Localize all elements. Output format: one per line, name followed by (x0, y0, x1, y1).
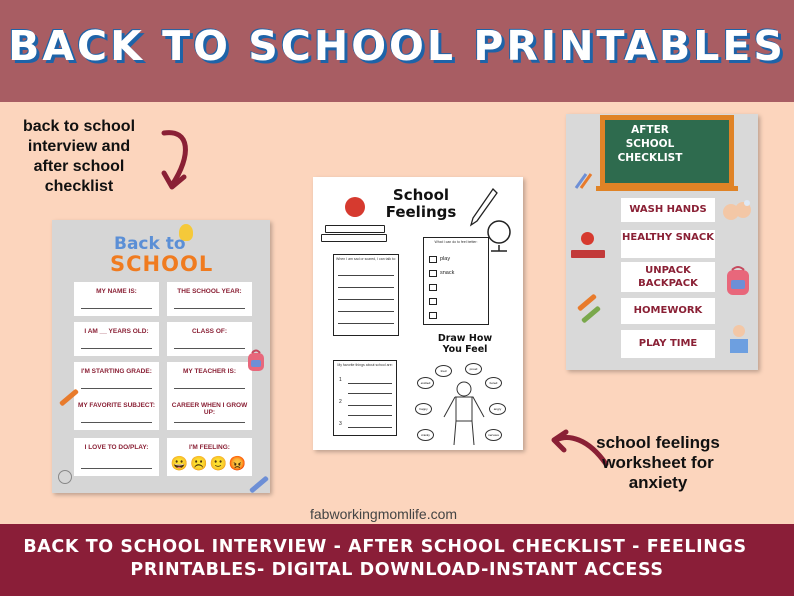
field-label: I'M FEELING: (189, 444, 230, 451)
list-number: 2 (339, 399, 342, 405)
interview-field (74, 396, 159, 430)
checklist-item: snack (440, 270, 455, 276)
field-label: MY NAME IS: (96, 288, 137, 295)
books-icon (571, 250, 605, 258)
backpack-icon (246, 348, 266, 372)
interview-field (167, 322, 252, 356)
person-outline-icon (440, 381, 488, 447)
field-label: MY FAVORITE SUBJECT: (77, 402, 156, 409)
feel-better-box (423, 237, 489, 325)
feelings-title-line2: Feelings (385, 203, 457, 221)
crayon-icon (249, 476, 269, 494)
emotion-bubble: proud (465, 363, 482, 375)
checklist-task: PLAY TIME (621, 330, 715, 358)
field-label: CLASS OF: (191, 328, 228, 335)
field-label: MY TEACHER IS: (183, 368, 236, 375)
interview-field (74, 438, 159, 476)
brand-logo-icon (58, 470, 72, 484)
favorite-things-prompt: My favorite things about school are: (337, 363, 393, 367)
emotion-bubble: tired (435, 365, 452, 377)
interview-field (167, 396, 252, 430)
draw-title-line1: Draw How (437, 333, 493, 344)
checklist-task: HOMEWORK (621, 298, 715, 324)
crayons-icon (574, 172, 594, 190)
chalkboard-title: AFTER SCHOOL CHECKLIST (617, 124, 683, 164)
checkbox-icon (429, 312, 437, 319)
website-link[interactable]: fabworkingmomlife.com (310, 506, 458, 522)
checkbox-icon (429, 284, 437, 291)
field-label: I'M STARTING GRADE: (81, 368, 152, 375)
checklist-item: play (440, 256, 451, 262)
emotion-bubble: angry (489, 403, 506, 415)
curved-arrow-icon (150, 125, 200, 195)
caption-interview: back to school interview and after school checklist (22, 118, 136, 195)
child-playing-icon (726, 324, 752, 356)
checkbox-icon (429, 298, 437, 305)
field-label: THE SCHOOL YEAR: (177, 288, 242, 295)
emotion-bubble: happy (415, 403, 432, 415)
sheet-logo-line1: Back to (114, 234, 186, 254)
feelings-sheet-preview (313, 177, 523, 450)
feelings-title-line1: School (392, 186, 450, 204)
field-label: I AM __ YEARS OLD: (84, 328, 149, 335)
page-title: BACK TO SCHOOL PRINTABLES (8, 22, 786, 70)
list-number: 1 (339, 377, 342, 383)
field-label: CAREER WHEN I GROW UP: (171, 402, 248, 416)
checkbox-icon (429, 270, 437, 277)
interview-field (167, 438, 252, 476)
feelings-emoji-icons: 😀☹️🙂😡 (170, 455, 249, 471)
books-icon (321, 234, 387, 242)
interview-field (74, 362, 159, 396)
interview-field (74, 322, 159, 356)
talk-to-prompt: When I am sad or scared, I can talk to: (336, 257, 396, 261)
apple-icon (581, 232, 594, 245)
checkbox-icon (429, 256, 437, 263)
checklist-task: HEALTHY SNACK (621, 230, 715, 258)
chalk-ledge (596, 186, 738, 191)
books-icon (325, 225, 385, 233)
interview-sheet-preview (52, 220, 270, 493)
checklist-task: UNPACK BACKPACK (621, 262, 715, 292)
talk-to-box (333, 254, 399, 336)
favorite-things-box (333, 360, 397, 436)
feelings-sheet-title (375, 187, 467, 221)
footer-line2: PRINTABLES- DIGITAL DOWNLOAD-INSTANT ACCESS (130, 560, 664, 580)
backpack-icon (724, 264, 752, 296)
sheet-logo-line2: SCHOOL (110, 252, 214, 276)
checklist-sheet-preview (566, 114, 758, 370)
feel-better-prompt: What I can do to feel better: (434, 240, 478, 244)
emotion-bubble: bored (485, 377, 502, 389)
interview-field (167, 362, 252, 396)
interview-field (167, 282, 252, 316)
emotion-bubble: excited (417, 377, 434, 389)
draw-title-line2: You Feel (442, 344, 488, 355)
draw-how-you-feel-title (425, 333, 505, 355)
emotion-bubble: nervous (485, 429, 502, 441)
washing-hands-icon (721, 198, 753, 226)
checklist-task: WASH HANDS (621, 198, 715, 222)
caption-feelings: school feelings worksheet for anxiety (596, 433, 720, 492)
list-number: 3 (339, 421, 342, 427)
interview-field (74, 282, 159, 316)
apple-icon (345, 197, 365, 217)
emotion-bubble: cranky (417, 429, 434, 441)
field-label: I LOVE TO DO/PLAY: (84, 444, 149, 451)
footer-line1: BACK TO SCHOOL INTERVIEW - AFTER SCHOOL CHECKLIST - FEELINGS (23, 537, 747, 557)
